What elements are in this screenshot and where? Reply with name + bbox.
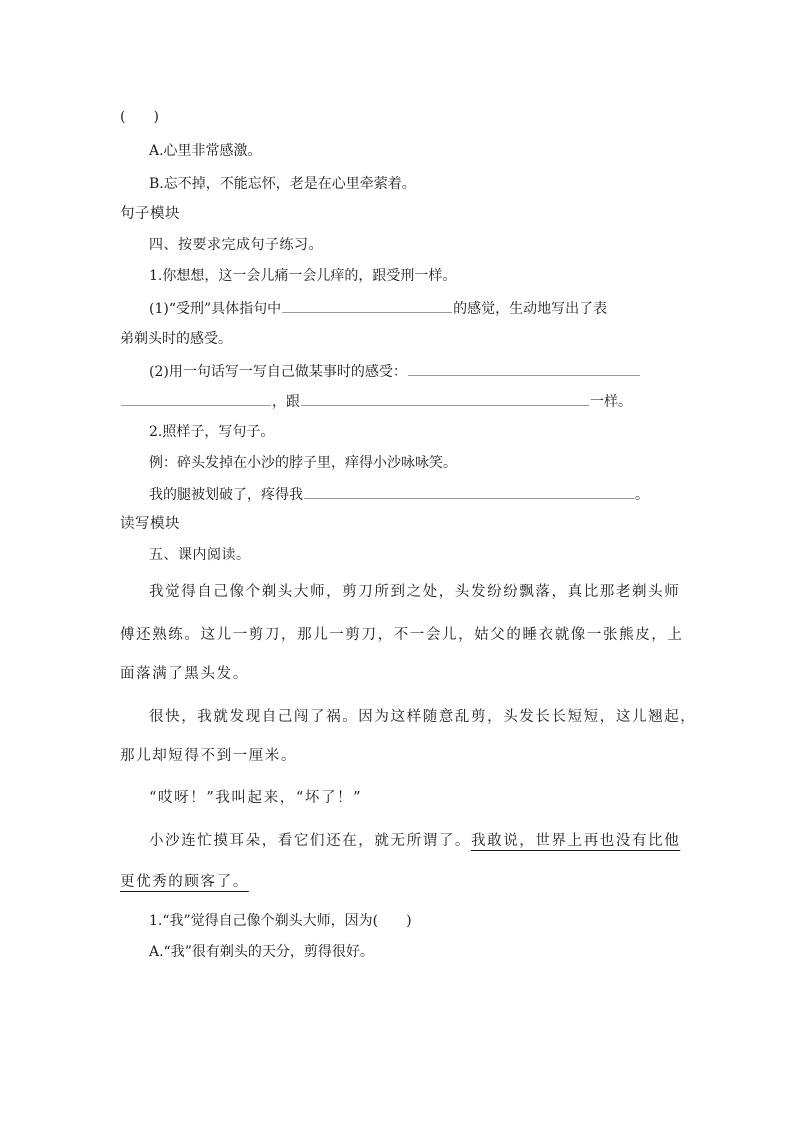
answer-paren: ( )	[120, 109, 159, 125]
option-b: B.忘不掉，不能忘怀，老是在心里牵萦着。	[149, 176, 416, 192]
passage-p1-line2: 傅还熟练。这儿一剪刀，那儿一剪刀，不一会儿，姑父的睡衣就像一张熊皮，上	[120, 627, 684, 643]
passage-p4-plain: 小沙连忙摸耳朵，看它们还在，就无所谓了。	[149, 833, 471, 849]
q4-2-example: 例：碎头发掉在小沙的脖子里，痒得小沙咏咏笑。	[149, 455, 457, 471]
q4-2-exercise-end: 。	[635, 487, 649, 503]
q4-2-exercise	[149, 484, 649, 505]
q4-1-sub1-before: (1)“受刑”具体指句中	[149, 301, 282, 317]
q4-1-sub1	[149, 298, 607, 319]
passage-p4-line1	[149, 831, 680, 851]
module-title-reading: 读写模块	[120, 516, 180, 532]
option-a: A.心里非常感激。	[149, 143, 262, 159]
question-title-4: 四、按要求完成句子练习。	[149, 237, 323, 253]
passage-p4-line2	[120, 872, 249, 892]
passage-p1-line3: 面落满了黑头发。	[120, 666, 249, 682]
q4-1-sub2-mid: ，跟	[272, 394, 300, 410]
passage-p2-line1: 很快，我就发现自己闯了祸。因为这样随意乱剪，头发长长短短，这儿翘起，	[149, 709, 697, 725]
passage-p4-underlined-cont: 更优秀的顾客了。	[120, 874, 249, 890]
q4-1-prompt: 1.你想想，这一会儿痛一会儿痒的，跟受刑一样。	[149, 268, 457, 284]
answer-blank[interactable]	[121, 391, 271, 406]
passage-p2-line2: 那儿却短得不到一厘米。	[120, 748, 298, 764]
passage-p3: “哎呀！”我叫起来，“坏了！”	[149, 790, 363, 806]
q4-1-sub2-before: (2)用一句话写一写自己做某事时的感受：	[149, 364, 407, 380]
module-title-sentence: 句子模块	[120, 206, 180, 222]
q4-2-prompt: 2.照样子，写句子。	[149, 424, 275, 440]
q4-1-sub1-cont: 弟剃头时的感受。	[120, 331, 232, 347]
question-title-5: 五、课内阅读。	[149, 547, 251, 563]
passage-p4-underlined: 我敢说，世界上再也没有比他	[471, 833, 681, 849]
q4-1-sub2-end: 一样。	[590, 394, 632, 410]
answer-blank[interactable]	[304, 484, 634, 499]
q4-1-sub1-after: 的感觉，生动地写出了表	[453, 301, 608, 317]
q5-1-option-a: A.“我”很有剃头的天分，剪得很好。	[149, 944, 374, 960]
answer-blank[interactable]	[301, 391, 589, 406]
answer-blank[interactable]	[282, 298, 452, 313]
q4-1-sub2	[149, 361, 641, 382]
q4-2-exercise-before: 我的腿被划破了，疼得我	[149, 487, 303, 503]
answer-blank[interactable]	[408, 361, 640, 376]
passage-p1-line1: 我觉得自己像个剃头大师，剪刀所到之处，头发纷纷飘落，真比那老剃头师	[149, 584, 681, 600]
q5-1-prompt: 1.“我”觉得自己像个剃头大师，因为( )	[149, 913, 412, 929]
q4-1-sub2-cont	[120, 391, 632, 412]
